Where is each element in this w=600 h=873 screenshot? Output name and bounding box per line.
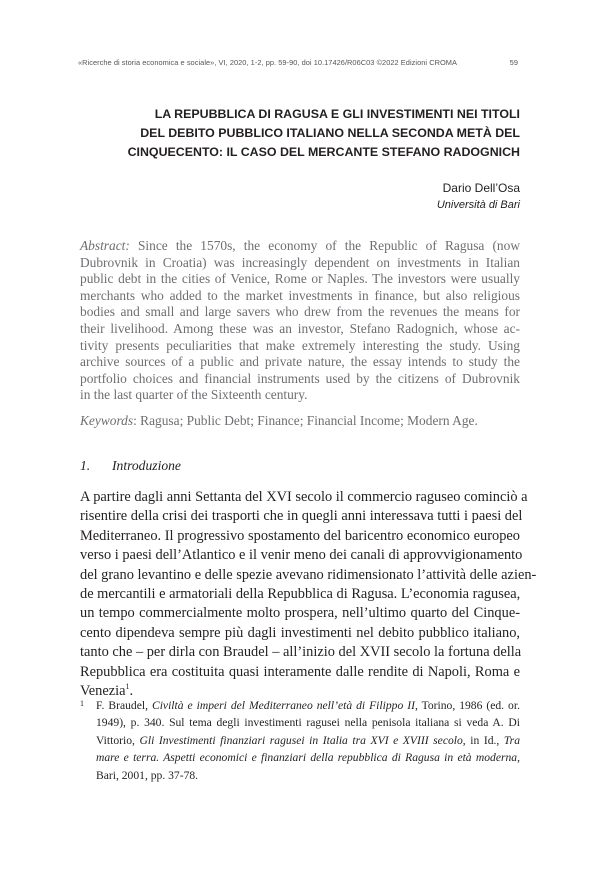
section-title: Introduzione [112,458,181,473]
abstract-line: public debt in the cities of Venice, Rome or Naples. The investors were usually [80,271,520,287]
title-line: DEL DEBITO PUBBLICO ITALIANO NELLA SECONDA METÀ DEL [140,126,520,140]
footnote-line: Bari, 2001, pp. 37-78. [96,768,199,782]
footnote-line: 1949), p. 340. Sul tema degli investimenti ragusei nella penisola italiana si veda A. Di [96,716,520,730]
abstract-label: Abstract: [80,238,130,253]
body-line: tanto che – per dirla con Braudel – all’inizio del XVII secolo la fortuna della [80,644,522,661]
body-paragraph [80,488,537,701]
footnote-line: F. Braudel, Civiltà e imperi del Mediterraneo nell’età di Filippo II, Torino, 1986 (ed. or. [96,699,520,712]
abstract-line: bodies and small and large savers who drew from the revenues the means for [80,304,520,320]
abstract-line: Abstract: Since the 1570s, the economy of the Republic of Ragusa (now [80,238,520,253]
abstract-line: their livelihood. Among these was an investor, Stefano Radognich, whose ac- [80,320,520,336]
body-line: un tempo commercialmente molto prospera, nell’ultimo quarto del Cinque- [80,605,520,622]
author-name: Dario Dell’Osa [442,181,520,195]
keywords-label: Keywords [80,413,134,428]
author-affiliation: Università di Bari [436,199,520,211]
abstract-line: Dubrovnik in Croatia) was increasingly dependent on investments in Italian [80,254,520,270]
body-line: A partire dagli anni Settanta del XVI secolo il commercio raguseo cominciò a [80,489,528,505]
abstract-line: in the last quarter of the Sixteenth century. [80,387,308,403]
article-title [60,105,520,162]
abstract-line: merchants who added to the market investments in finance, but also religious [80,287,520,303]
footnote [80,697,520,784]
keywords [80,413,520,429]
title-line: LA REPUBBLICA DI RAGUSA E GLI INVESTIMENTI NEI TITOLI [154,107,520,121]
footnote-reference[interactable]: 1 [125,682,130,692]
body-line: de mercantili e armatoriali della Repubblica di Ragusa. L’economia ragusea, [80,586,521,603]
section-number: 1. [80,458,91,473]
section-heading [80,458,181,474]
title-line: CINQUECENTO: IL CASO DEL MERCANTE STEFANO RADOGNICH [127,145,520,159]
page-number: 59 [509,58,518,67]
body-line: Repubblica era costituita quasi interamente dalle rendite di Napoli, Roma e [80,663,520,680]
body-line: cento dipendeva sempre più dagli investimenti nel debito pubblico italiano, [80,624,520,641]
footnote-line: mare e terra. Aspetti economici e finanziari della repubblica di Ragusa in età moderna, [96,751,520,765]
running-header [78,58,518,67]
body-line: Mediterraneo. Il progressivo spostamento del baricentro economico europeo [80,527,520,544]
body-line: verso i paesi dell’Atlantico e il venir meno dei canali di approvvigionamento [80,547,523,564]
footnote-line: Vittorio, Gli Investimenti finanziari ragusei in Italia tra XVI e XVIII secolo, in Id., Tra [96,733,520,747]
footnote-mark: 1 [80,699,84,708]
abstract-line: tivity presents peculiarities that make extremely interesting the study. Using [80,337,520,353]
abstract-line: archive sources of a public and private nature, the essay intends to study the [80,354,520,370]
abstract-line: portfolio choices and financial instruments used by the citizens of Dubrovnik [80,370,520,386]
abstract [80,238,520,404]
author-block [437,180,520,214]
body-line: Venezia$^1$. [80,682,134,700]
keywords-text: : Ragusa; Public Debt; Finance; Financial Income; Modern Age. [133,413,478,428]
body-line: risentire della crisi dei trasporti che in quegli anni interessava tutti i paesi del [80,508,523,525]
journal-citation: «Ricerche di storia economica e sociale», VI, 2020, 1-2, pp. 59-90, doi 10.17426/R06C03 ©2022 Edizioni CROMA [78,58,457,67]
body-line: del grano levantino e delle spezie avevano ridimensionato l’attività delle azien- [80,566,537,583]
